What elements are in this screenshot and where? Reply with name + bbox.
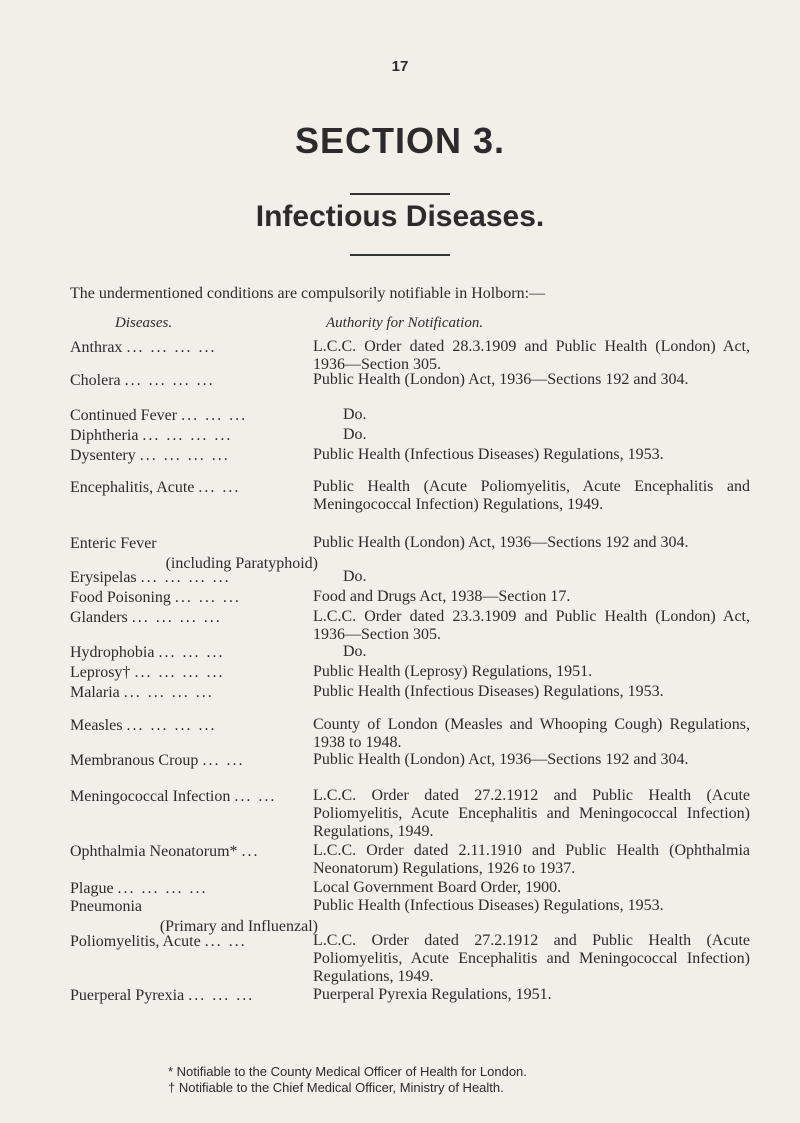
authority-text: Public Health (London) Act, 1936—Sections 192 and 304. <box>313 751 689 768</box>
leader-dots: ... ... ... ... <box>126 339 217 356</box>
disease-label: Membranous Croup <box>70 752 199 769</box>
disease-label: Meningococcal Infection <box>70 788 231 805</box>
authority-text: County of London (Measles and Whooping Cough) Regulations, 1938 to 1948. <box>313 716 750 751</box>
intro-text: The undermentioned conditions are compulsorily notifiable in Holborn:— <box>70 285 546 302</box>
title-rule-bottom <box>350 254 450 256</box>
disease-name <box>70 643 318 663</box>
disease-label: Anthrax <box>70 339 123 356</box>
leader-dots: ... ... ... ... <box>131 609 222 626</box>
disease-label: Measles <box>70 717 123 734</box>
leader-dots: ... ... ... ... <box>124 372 215 389</box>
disease-label: Hydrophobia <box>70 644 155 661</box>
leader-dots: ... ... ... ... <box>142 427 233 444</box>
leader-dots: ... ... <box>234 788 277 805</box>
authority-text: L.C.C. Order dated 23.3.1909 and Public Health (London) Act, 1936—Section 305. <box>313 608 750 643</box>
disease-name <box>70 879 318 899</box>
authority-text: Public Health (London) Act, 1936—Sections 192 and 304. <box>313 371 689 388</box>
authority-text: Public Health (Leprosy) Regulations, 1951. <box>313 663 593 680</box>
disease-label: Diphtheria <box>70 427 139 444</box>
disease-label: Cholera <box>70 372 121 389</box>
disease-label: Poliomyelitis, Acute <box>70 933 201 950</box>
footnotes <box>168 1064 768 1096</box>
disease-name <box>70 842 318 862</box>
footnote-county: * Notifiable to the County Medical Officer of Health for London. <box>168 1064 527 1079</box>
leader-dots: ... ... ... <box>188 987 255 1004</box>
authority-text: L.C.C. Order dated 27.2.1912 and Public Health (Acute Poliomyelitis, Acute Encephalitis and Meningococcal Infection) Regulations, 1949. <box>313 932 750 985</box>
leader-dots: ... ... ... ... <box>117 880 208 897</box>
disease-subtitle: (Primary and Influenzal) <box>159 918 318 935</box>
disease-name <box>70 751 318 771</box>
disease-label: Glanders <box>70 609 128 626</box>
disease-name <box>70 932 318 952</box>
disease-name <box>70 406 318 426</box>
leader-dots: ... ... <box>202 752 245 769</box>
leader-dots: ... ... <box>204 933 247 950</box>
leader-dots: ... ... <box>198 479 241 496</box>
authority-text: Food and Drugs Act, 1938—Section 17. <box>313 588 571 605</box>
leader-dots: ... ... ... ... <box>134 664 225 681</box>
leader-dots: ... ... ... ... <box>126 717 217 734</box>
disease-name <box>70 446 318 466</box>
leader-dots: ... ... ... ... <box>140 569 231 586</box>
authority-text: L.C.C. Order dated 28.3.1909 and Public Health (London) Act, 1936—Section 305. <box>313 338 750 373</box>
disease-name <box>70 787 318 807</box>
leader-dots: ... ... ... ... <box>139 447 230 464</box>
disease-label: Food Poisoning <box>70 589 171 606</box>
disease-name <box>70 986 318 1006</box>
disease-name <box>70 426 318 446</box>
disease-label: Leprosy† <box>70 664 131 681</box>
disease-name <box>70 663 318 683</box>
authority-text: Local Government Board Order, 1900. <box>313 879 562 896</box>
disease-subtitle: (including Paratyphoid) <box>165 555 318 572</box>
disease-label: Plague <box>70 880 114 897</box>
authority-text: Public Health (Infectious Diseases) Regulations, 1953. <box>313 897 664 914</box>
disease-name <box>70 478 318 498</box>
authority-text: Do. <box>343 643 367 660</box>
disease-label: Ophthalmia Neonatorum* <box>70 843 238 860</box>
disease-name <box>70 568 318 588</box>
disease-label: Malaria <box>70 684 120 701</box>
authority-text: L.C.C. Order dated 2.11.1910 and Public Health (Ophthalmia Neonatorum) Regulations, 1926 to 1937. <box>313 842 750 877</box>
disease-name <box>70 338 318 358</box>
disease-name <box>70 683 318 703</box>
title-rule-top <box>350 193 450 195</box>
leader-dots: ... ... ... ... <box>123 684 214 701</box>
disease-name <box>70 588 318 608</box>
footnote-chief: † Notifiable to the Chief Medical Officer, Ministry of Health. <box>168 1080 504 1095</box>
authority-text: Public Health (Acute Poliomyelitis, Acute Encephalitis and Meningococcal Infection) Regulations, 1949. <box>313 478 750 513</box>
disease-label: Erysipelas <box>70 569 137 586</box>
leader-dots: ... ... ... <box>158 644 225 661</box>
leader-dots: ... <box>241 843 260 860</box>
authority-text: Puerperal Pyrexia Regulations, 1951. <box>313 986 552 1003</box>
authority-text: Do. <box>343 406 367 423</box>
disease-label: Dysentery <box>70 447 136 464</box>
disease-name <box>70 608 318 628</box>
disease-label: Pneumonia <box>70 898 142 915</box>
authority-text: Public Health (Infectious Diseases) Regulations, 1953. <box>313 446 664 463</box>
page-title: Infectious Diseases. <box>255 200 545 233</box>
disease-label: Encephalitis, Acute <box>70 479 195 496</box>
leader-dots: ... ... ... <box>181 407 248 424</box>
authority-text: Do. <box>343 568 367 585</box>
authority-text: L.C.C. Order dated 27.2.1912 and Public Health (Acute Poliomyelitis, Acute Encephalitis and Meningococcal Infection) Regulations, 1949. <box>313 787 750 840</box>
disease-name <box>70 716 318 736</box>
disease-label: Continued Fever <box>70 407 178 424</box>
section-title: SECTION 3. <box>294 120 506 161</box>
disease-label: Enteric Fever <box>70 535 157 552</box>
page-number: 17 <box>391 58 409 75</box>
diseases-column-header: Diseases. <box>115 315 173 331</box>
leader-dots: ... ... ... <box>174 589 241 606</box>
authority-text: Public Health (London) Act, 1936—Sections 192 and 304. <box>313 534 689 551</box>
disease-name <box>70 371 318 391</box>
disease-label: Puerperal Pyrexia <box>70 987 185 1004</box>
authority-column-header: Authority for Notification. <box>326 315 484 331</box>
authority-text: Do. <box>343 426 367 443</box>
disease-name <box>70 897 318 937</box>
authority-text: Public Health (Infectious Diseases) Regulations, 1953. <box>313 683 664 700</box>
